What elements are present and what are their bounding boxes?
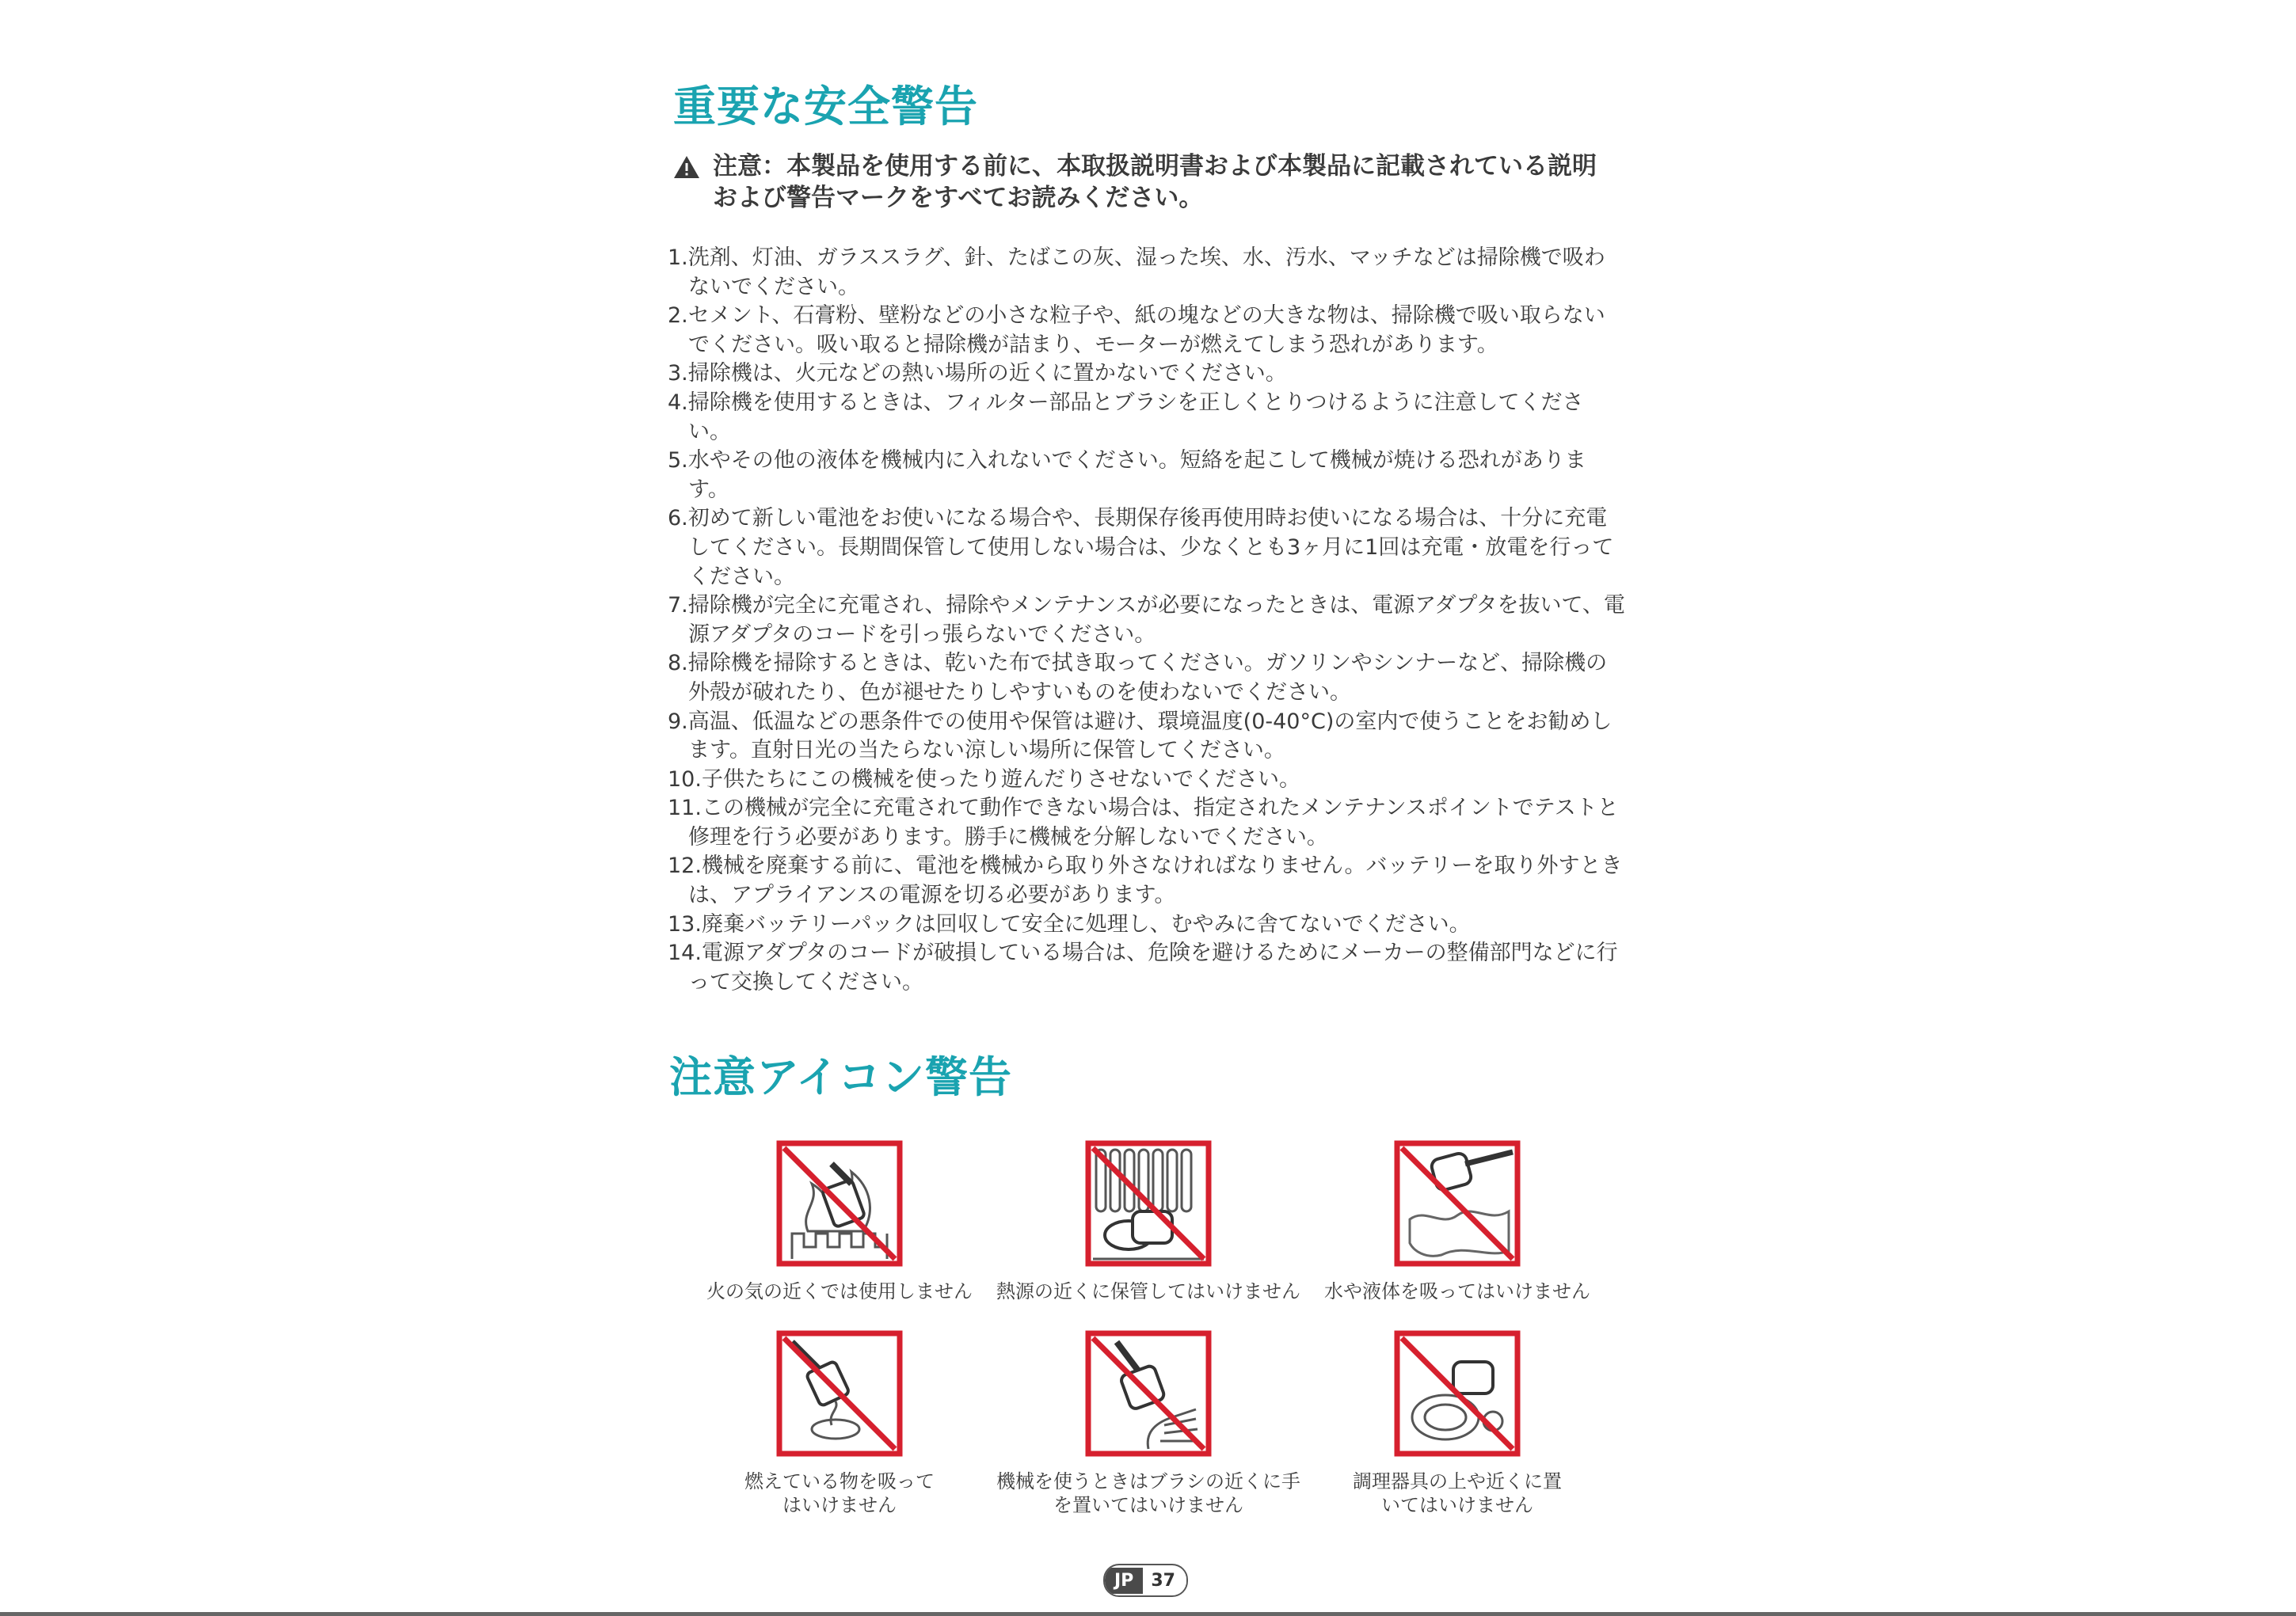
icon-caption: 水や液体を吸ってはいけません (1324, 1280, 1590, 1302)
icon-caption-line: 燃えている物を吸って (744, 1470, 935, 1492)
icon-cell-hand (990, 1330, 1307, 1517)
no-liquid-icon (1394, 1140, 1521, 1267)
warning-item: 14.電源アダプタのコードが破損している場合は、危険を避けるためにメーカーの整備部門などに行って交換してください。 (668, 941, 1618, 994)
no-fire-icon (776, 1140, 903, 1267)
caution-notice (673, 150, 1620, 214)
no-burning-object-icon (776, 1330, 903, 1457)
warning-item: 1.洗剤、灯油、ガラススラグ、針、たばこの灰、湿った埃、水、汚水、マッチなどは掃除機で吸わないでください。 (668, 245, 1605, 299)
icon-caption: 火の気の近くでは使用しません (706, 1280, 973, 1302)
section-title-icons: 注意アイコン警告 (669, 1052, 1012, 1102)
icon-cell-burning (681, 1330, 998, 1517)
no-hand-near-brush-icon (1085, 1330, 1212, 1457)
icon-caption (681, 1470, 998, 1517)
icon-caption-line: 機械を使うときはブラシの近くに手 (996, 1470, 1300, 1492)
icon-caption-line: いてはいけません (1381, 1494, 1533, 1516)
icon-cell-heat (990, 1140, 1307, 1303)
warning-item: 11.この機械が完全に充電されて動作できない場合は、指定されたメンテナンスポイントでテストと修理を行う必要があります。勝手に機械を分解しないでください。 (668, 796, 1619, 850)
warning-list (668, 244, 1626, 997)
page-number-badge (1103, 1564, 1188, 1597)
page-title: 重要な安全警告 (673, 82, 978, 131)
warning-triangle-icon (673, 155, 700, 179)
warning-item: 5.水やその他の液体を機械内に入れないでください。短絡を起こして機械が焼ける恐れがあります。 (668, 448, 1586, 502)
warning-item: 2.セメント、石膏粉、壁粉などの小さな粒子や、紙の塊などの大きな物は、掃除機で吸い取らないでください。吸い取ると掃除機が詰まり、モーターが燃えてしまう恐れがあります。 (668, 303, 1605, 357)
bottom-divider (0, 1612, 2296, 1616)
icon-cell-fire (681, 1140, 998, 1303)
no-heat-source-icon (1085, 1140, 1212, 1267)
icon-caption (1299, 1470, 1616, 1517)
icon-caption-line: はいけません (782, 1494, 897, 1516)
warning-item: 10.子供たちにこの機械を使ったり遊んだりさせないでください。 (668, 766, 1300, 792)
warning-item: 7.掃除機が完全に充電され、掃除やメンテナンスが必要になったときは、電源アダプタを抜いて、電源アダプタのコードを引っ張らないでください。 (668, 593, 1625, 647)
icon-cell-cookware (1299, 1330, 1616, 1517)
warning-item: 9.高温、低温などの悪条件での使用や保管は避け、環境温度(0-40°C)の室内で使うことをお勧めします。直射日光の当たらない涼しい場所に保管してください。 (668, 709, 1613, 763)
warning-item: 3.掃除機は、火元などの熱い場所の近くに置かないでください。 (668, 361, 1287, 386)
caution-text: 注意：本製品を使用する前に、本取扱説明書および本製品に記載されている説明および警告マークをすべてお読みください。 (713, 152, 1597, 212)
icon-cell-liquid (1299, 1140, 1616, 1303)
warning-item: 4.掃除機を使用するときは、フィルター部品とブラシを正しくとりつけるように注意してください。 (668, 390, 1584, 444)
warning-item: 6.初めて新しい電池をお使いになる場合や、長期保存後再使用時お使いになる場合は、十分に充電してください。長期間保管して使用しない場合は、少なくとも3ヶ月に1回は充電・放電を行ってください。 (668, 506, 1614, 589)
warning-item: 13.廃棄バッテリーパックは回収して安全に処理し、むやみに舎てないでください。 (668, 911, 1471, 937)
page-language: JP (1105, 1568, 1143, 1594)
icon-caption-line: 調理器具の上や近くに置 (1353, 1470, 1562, 1492)
icon-caption (990, 1470, 1307, 1517)
icon-caption: 熱源の近くに保管してはいけません (996, 1280, 1300, 1302)
page-number: 37 (1143, 1568, 1186, 1594)
icon-caption-line: を置いてはいけません (1053, 1494, 1243, 1516)
caution-icon-grid (681, 1140, 1616, 1536)
warning-item: 8.掃除機を掃除するときは、乾いた布で拭き取ってください。ガソリンやシンナーなど、掃除機の外殻が破れたり、色が褪せたりしやすいものを使わないでください。 (668, 651, 1608, 705)
no-cookware-icon (1394, 1330, 1521, 1457)
warning-item: 12.機械を廃棄する前に、電池を機械から取り外さなければなりません。バッテリーを取り外すときは、アプライアンスの電源を切る必要があります。 (668, 854, 1623, 908)
